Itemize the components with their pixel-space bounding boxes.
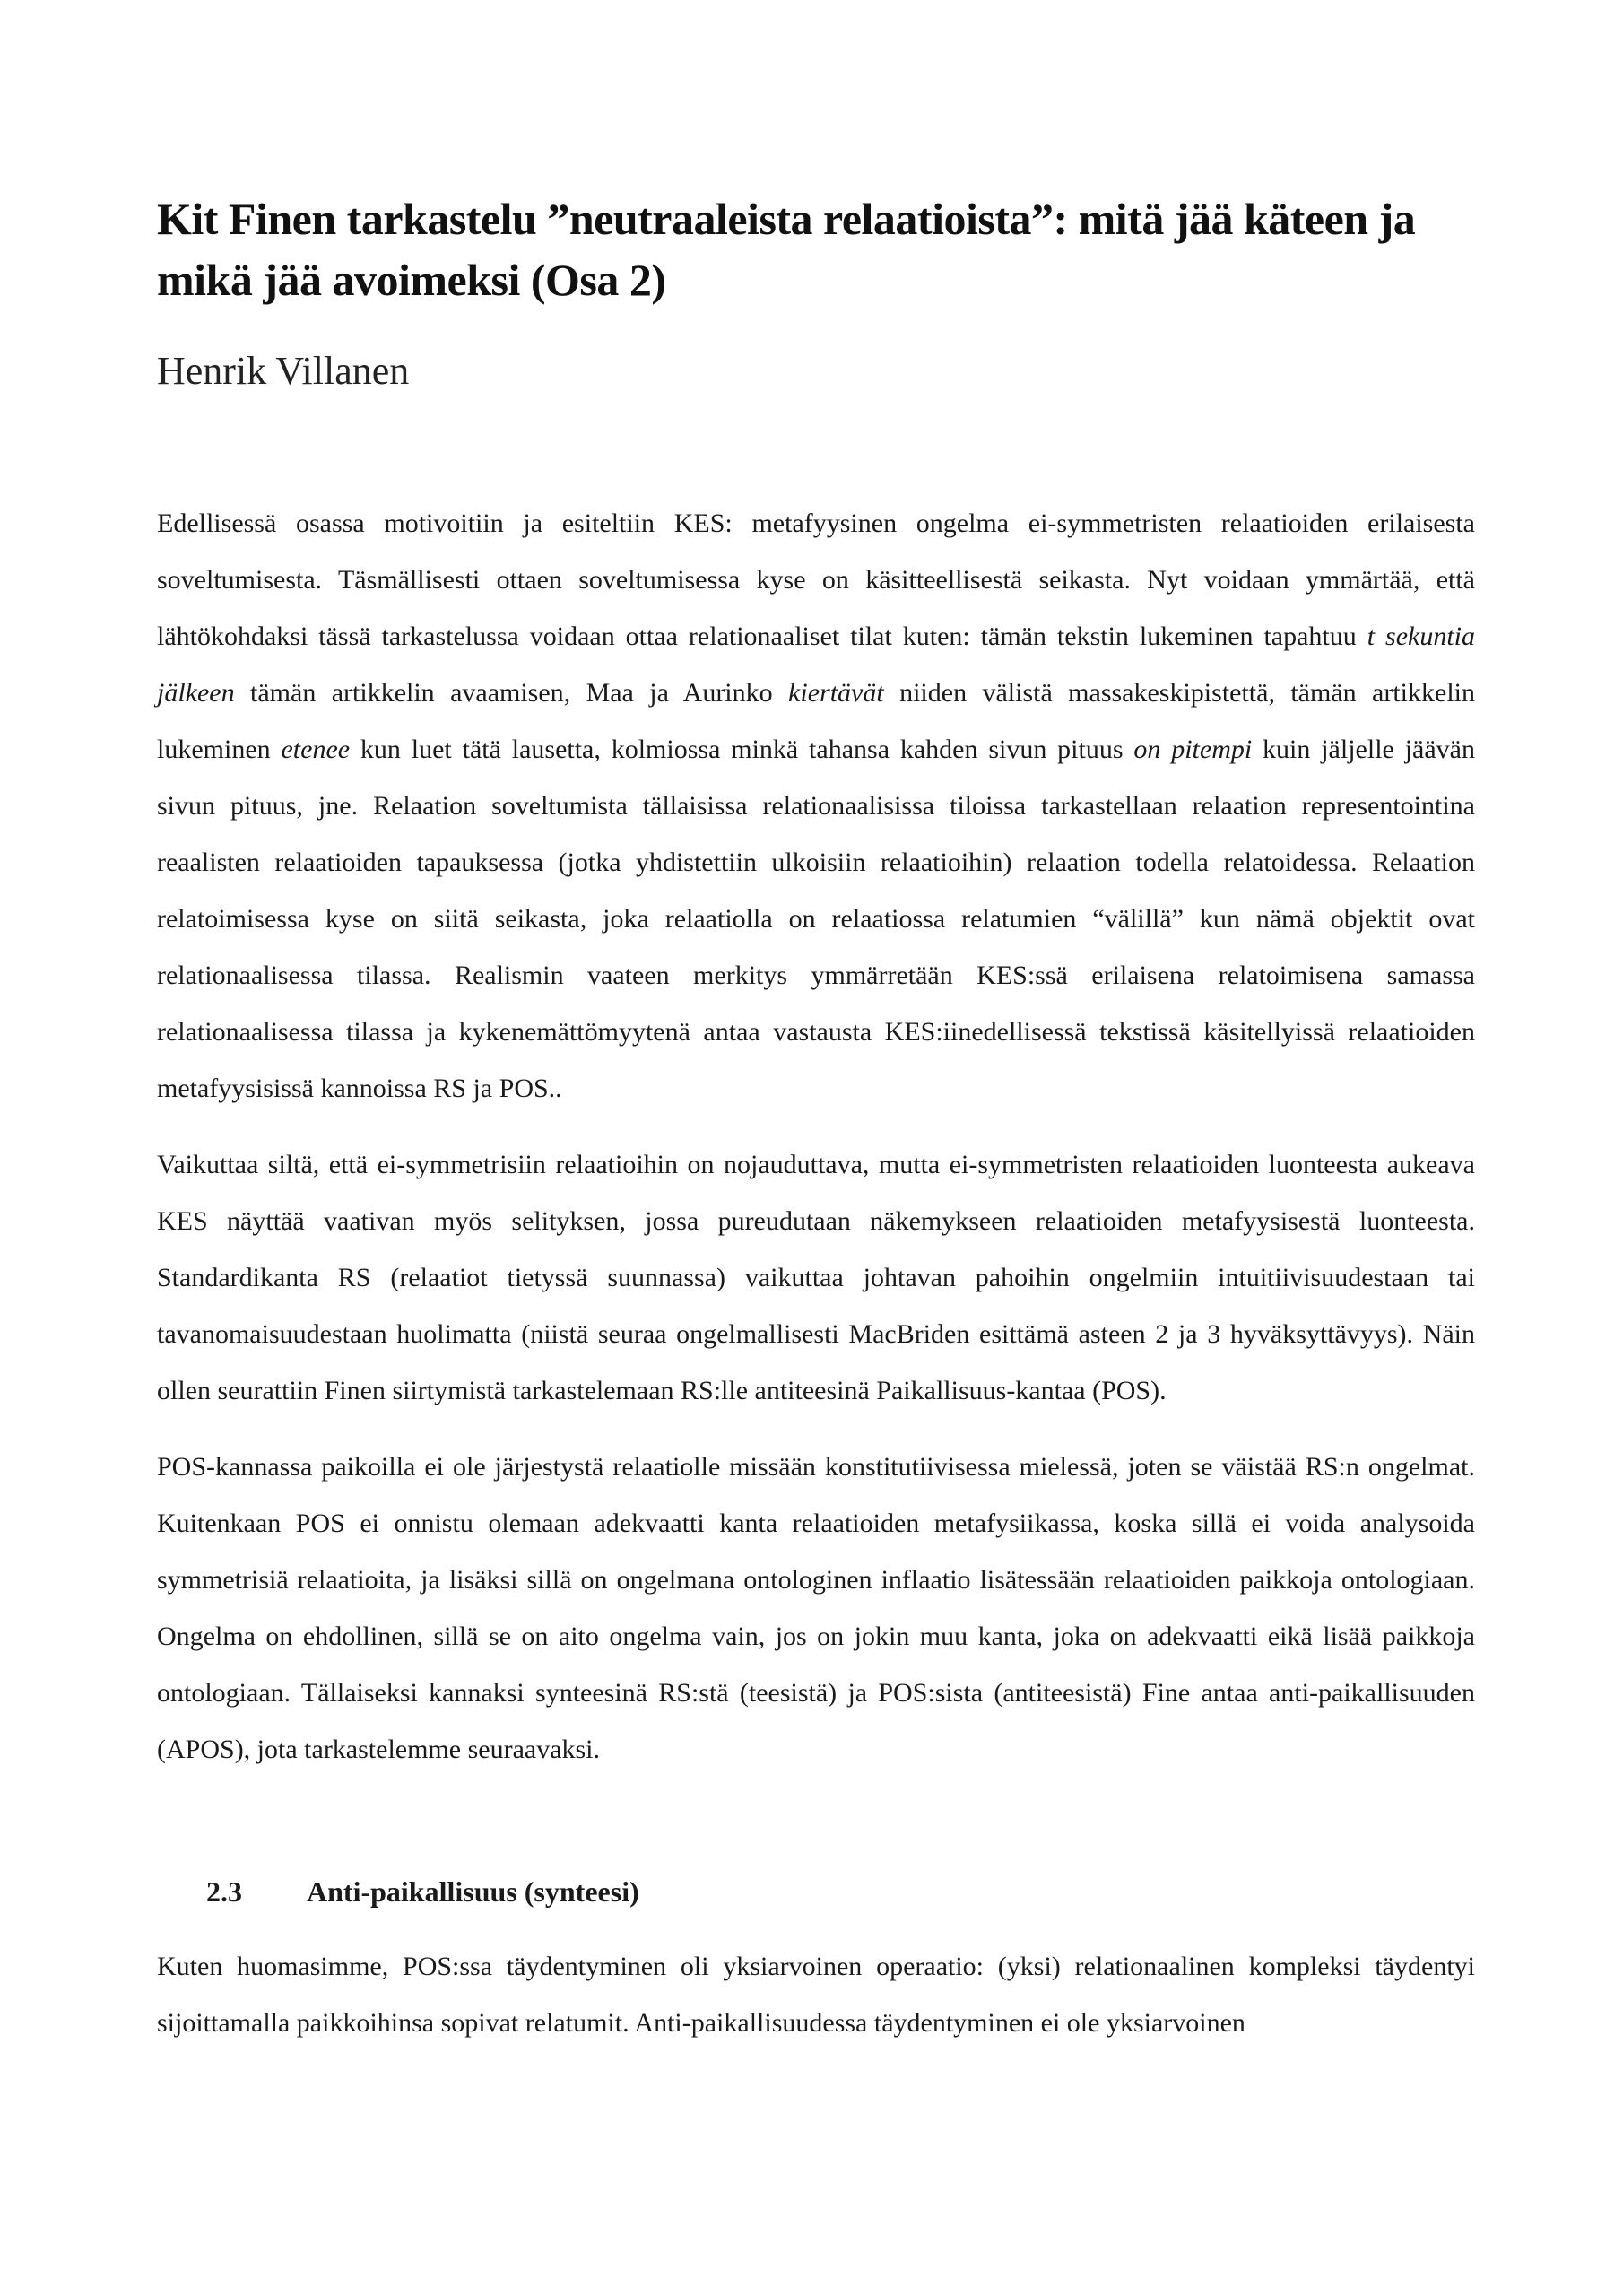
paragraph-1-text: kun luet tätä lausetta, kolmiossa minkä tahansa kahden sivun pituus — [350, 735, 1134, 764]
document-title: Kit Finen tarkastelu ”neutraaleista relaatioista”: mitä jää käteen ja mikä jää avoimeksi (Osa 2) — [157, 194, 1416, 305]
emphasis-text: on pitempi — [1133, 735, 1253, 764]
paragraph-1-text: niiden välistä massakeskipistettä, tämän artikkelin lukeminen — [157, 678, 1475, 764]
section-number: 2.3 — [206, 1875, 242, 1908]
paragraph-4: Kuten huomasimme, POS:ssa täydentyminen oli yksiarvoinen operaatio: (yksi) relationaalinen kompleksi täydentyi sijoittamalla paikkoihinsa sopivat relatumit. Anti-paikallisuudessa täydentyminen ei ole yksiarvoinen — [157, 1952, 1475, 2038]
paragraph-3: POS-kannassa paikoilla ei ole järjestystä relaatiolle missään konstitutiivisessa mielessä, joten se väistää RS:n ongelmat. Kuitenkaan POS ei onnistu olemaan adekvaatti kanta relaatioiden metafysiikassa, koska sillä ei voida analysoida symmetrisiä relaatioita, ja lisäksi sillä on ongelmana ontologinen inflaatio lisätessään relaatioiden paikkoja ontologiaan. Ongelma on ehdollinen, sillä se on aito ongelma vain, jos on jokin muu kanta, joka on adekvaatti eikä lisää paikkoja ontologiaan. Tällaiseksi kannaksi synteesinä RS:stä (teesistä) ja POS:sista (antiteesistä) Fine antaa anti-paikallisuuden (APOS), jota tarkastelemme seuraavaksi. — [157, 1452, 1475, 1764]
emphasis-text: kiertävät — [788, 678, 884, 708]
paragraph-1 — [157, 495, 1475, 1117]
document-page — [157, 188, 1475, 2071]
paragraph-1-text: Edellisessä osassa motivoitiin ja esiteltiin KES: metafyysinen ongelma ei-symmetristen relaatioiden erilaisesta soveltumisesta. Täsmällisesti ottaen soveltumisessa kyse on käsitteellisestä seikasta. Nyt voidaan ymmärtää, että lähtökohdaksi tässä tarkastelussa voidaan ottaa relationaaliset tilat kuten: tämän tekstin lukeminen tapahtuu — [157, 509, 1475, 651]
paragraph-1-text: kuin jäljelle jäävän sivun pituus, jne. Relaation soveltumista tällaisissa relationaalisissa tiloissa tarkastellaan relaation representointina reaalisten relaatioiden tapauksessa (jotka yhdistettiin ulkoisiin relaatioihin) relaation todella relatoidessa. Relaation relatoimisessa kyse on siitä seikasta, joka relaatiolla on relaatiossa relatumien “välillä” kun nämä objektit ovat relationaalisessa tilassa. Realismin vaateen merkitys ymmärretään KES:ssä erilaisena relatoimisena samassa relationaalisessa tilassa ja kykenemättömyytenä antaa vastausta KES:iinedellisessä tekstissä käsitellyissä relaatioiden metafyysisissä kannoissa RS ja POS.. — [157, 735, 1475, 1103]
emphasis-text: t sekuntia jälkeen — [157, 622, 1475, 708]
section-title: Anti-paikallisuus (synteesi) — [307, 1875, 639, 1908]
paragraph-2: Vaikuttaa siltä, että ei-symmetrisiin relaatioihin on nojauduttava, mutta ei-symmetristen relaatioiden luonteesta aukeava KES näyttää vaativan myös selityksen, jossa pureudutaan näkemykseen relaatioiden metafyysisestä luonteesta. Standardikanta RS (relaatiot tietyssä suunnassa) vaikuttaa johtavan pahoihin ongelmiin intuitiivisuudestaan tai tavanomaisuudestaan huolimatta (niistä seuraa ongelmallisesti MacBriden esittämä asteen 2 ja 3 hyväksyttävyys). Näin ollen seurattiin Finen siirtymistä tarkastelemaan RS:lle antiteesinä Paikallisuus-kantaa (POS). — [157, 1150, 1475, 1405]
emphasis-text: etenee — [281, 735, 351, 764]
author-name: Henrik Villanen — [157, 349, 410, 393]
document-body — [157, 495, 1475, 2051]
section-heading — [206, 1872, 1475, 1911]
paragraph-1-text: tämän artikkelin avaamisen, Maa ja Aurinko — [234, 678, 789, 708]
